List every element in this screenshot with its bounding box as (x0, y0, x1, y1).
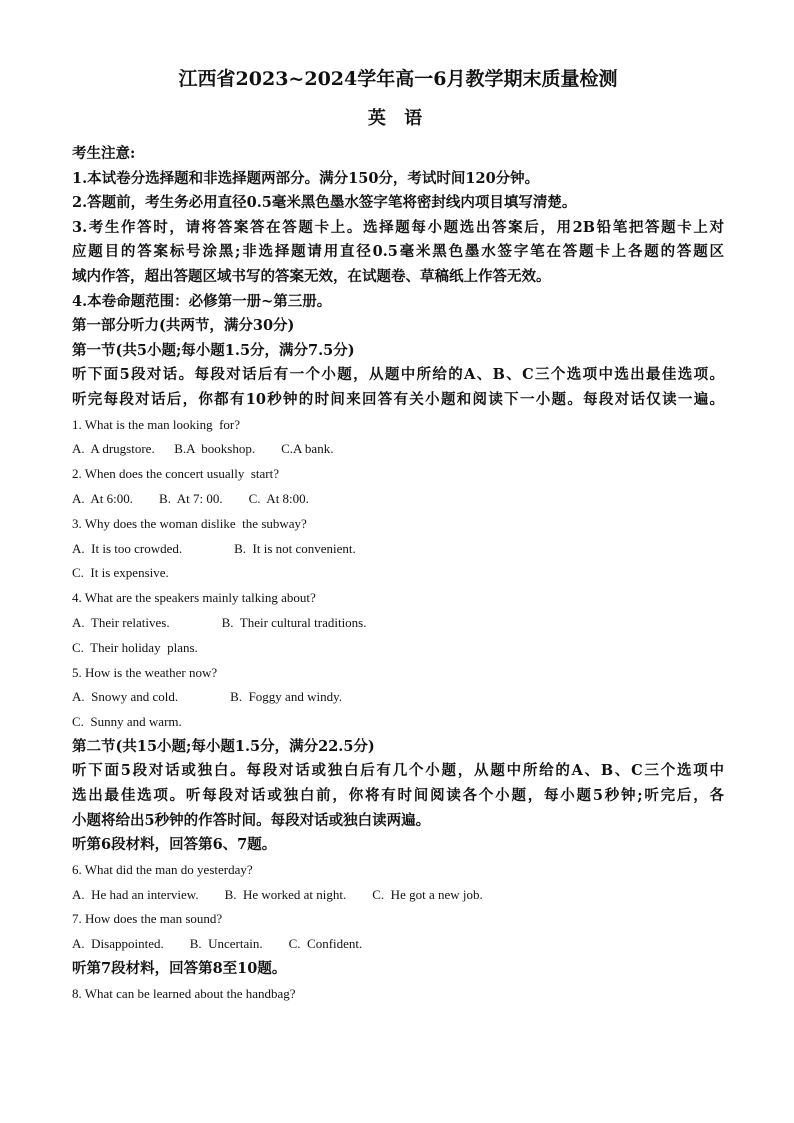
question-6: 6. What did the man do yesterday? (72, 861, 253, 877)
part1-heading: 第一部分听力(共两节，满分30分) (72, 317, 295, 335)
section1-instruction-1: 听下面5段对话。每段对话后有一个小题，从题中所给的A、B、C三个选项中选出最佳选项。 (72, 366, 724, 384)
section1-instruction-2: 听完每段对话后，你都有10秒钟的时间来回答有关小题和阅读下一小题。每段对话仅读一遍。 (72, 390, 724, 408)
question-3: 3. Why does the woman dislike the subway? (72, 515, 307, 531)
exam-title: 江西省2023~2024学年高一6月教学期末质量检测 (178, 68, 618, 90)
section1-heading: 第一节(共5小题;每小题1.5分，满分7.5分) (72, 341, 355, 359)
question-1: 1. What is the man looking for? (72, 416, 241, 432)
section2-instruction-3: 小题将给出5秒钟的作答时间。每段对话或独白读两遍。 (72, 811, 431, 829)
exam-page (72, 66, 724, 1006)
question-5-option-c: C. Sunny and warm. (72, 714, 182, 730)
notice-heading: 考生注意: (72, 145, 136, 162)
material-6-heading: 听第6段材料，回答第6、7题。 (72, 836, 277, 854)
notice-item-1: 1.本试卷分选择题和非选择题两部分。满分150分，考试时间120分钟。 (72, 169, 540, 187)
question-8: 8. What can be learned about the handbag? (72, 985, 296, 1001)
notice-item-3-line-1: 3.考生作答时，请将答案答在答题卡上。选择题每小题选出答案后，用2B铅笔把答题卡上对 (72, 218, 724, 236)
question-5-options: A. Snowy and cold. B. Foggy and windy. (72, 689, 342, 705)
question-3-option-c: C. It is expensive. (72, 565, 169, 581)
question-4-option-c: C. Their holiday plans. (72, 639, 198, 655)
exam-subject: 英 语 (367, 108, 429, 129)
question-4-options: A. Their relatives. B. Their cultural traditions. (72, 614, 367, 630)
question-5: 5. How is the weather now? (72, 664, 218, 680)
section2-instruction-1: 听下面5段对话或独白。每段对话或独白后有几个小题，从题中所给的A、B、C三个选项中 (72, 762, 724, 780)
question-2: 2. When does the concert usually start? (72, 466, 279, 482)
question-1-options: A. A drugstore. B.A bookshop. C.A bank. (72, 441, 334, 457)
section2-instruction-2: 选出最佳选项。听每段对话或独白前，你将有时间阅读各个小题，每小题5秒钟;听完后，各 (72, 787, 724, 805)
notice-item-3-line-2: 应题目的答案标号涂黑;非选择题请用直径0.5毫米黑色墨水签字笔在答题卡上各题的答题区 (72, 243, 724, 261)
section2-heading: 第二节(共15小题;每小题1.5分，满分22.5分) (72, 737, 375, 755)
question-6-options: A. He had an interview. B. He worked at night. C. He got a new job. (72, 886, 483, 902)
notice-item-2: 2.答题前，考生务必用直径0.5毫米黑色墨水签字笔将密封线内项目填写清楚。 (72, 194, 577, 212)
notice-item-4: 4.本卷命题范围：必修第一册~第三册。 (72, 292, 332, 310)
question-4: 4. What are the speakers mainly talking about? (72, 590, 316, 606)
question-7: 7. How does the man sound? (72, 911, 223, 927)
question-2-options: A. At 6:00. B. At 7: 00. C. At 8:00. (72, 490, 309, 506)
material-7-heading: 听第7段材料，回答第8至10题。 (72, 960, 287, 978)
question-3-options: A. It is too crowded. B. It is not convenient. (72, 540, 356, 556)
notice-item-3-line-3: 域内作答，超出答题区域书写的答案无效，在试题卷、草稿纸上作答无效。 (72, 267, 551, 285)
question-7-options: A. Disappointed. B. Uncertain. C. Confident. (72, 936, 363, 952)
